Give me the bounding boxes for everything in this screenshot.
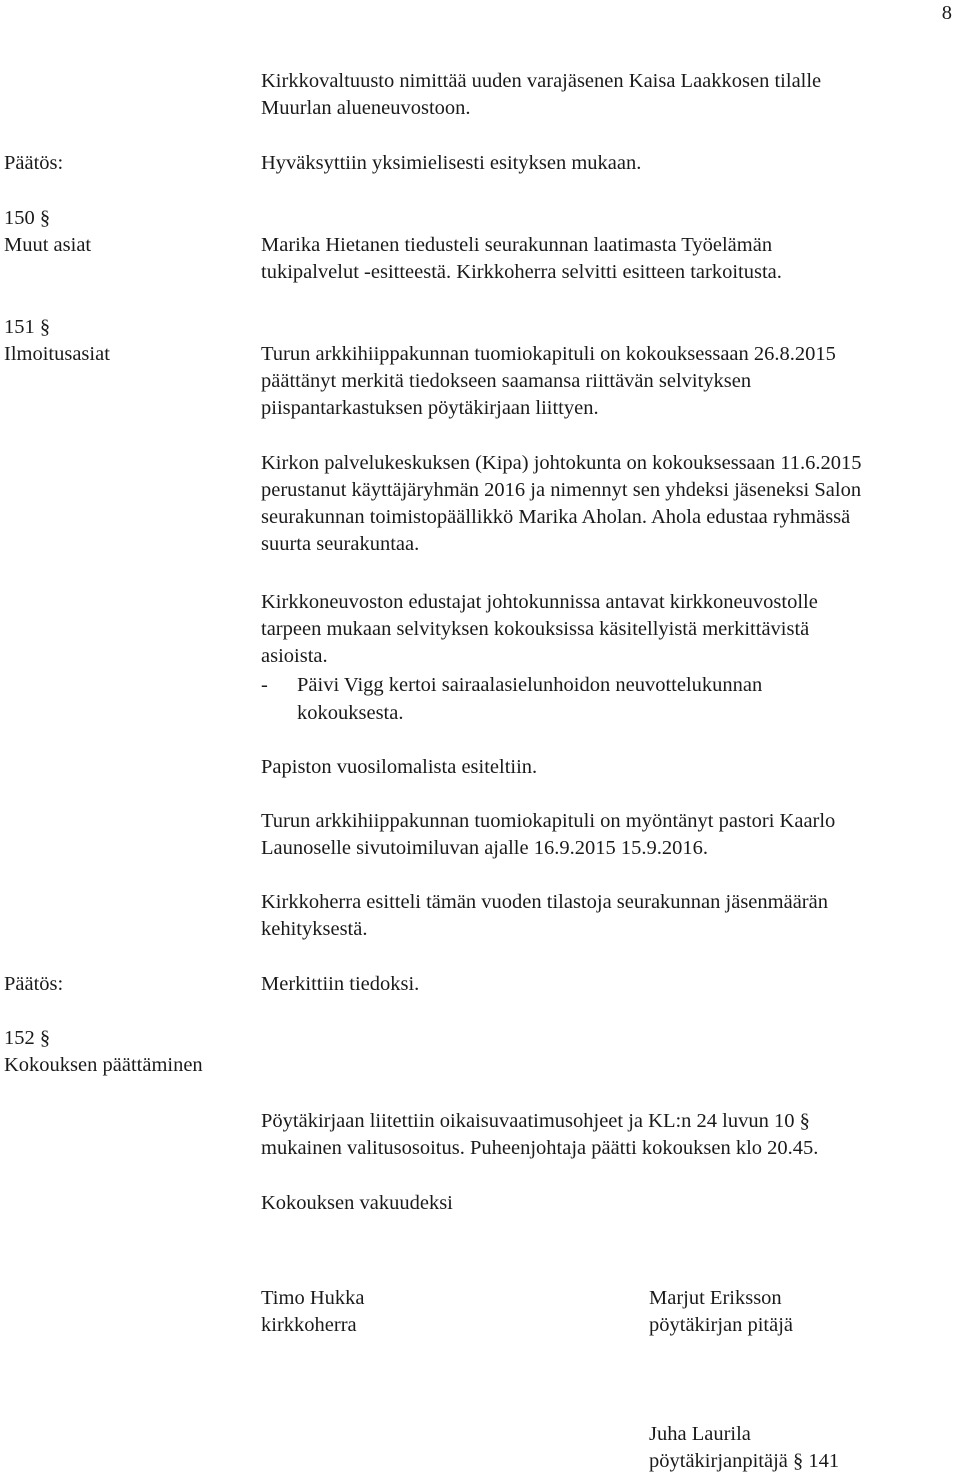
section-title-150: Muut asiat xyxy=(4,234,92,256)
signatory-name: Juha Laurila xyxy=(649,1423,751,1445)
signatory-name: Timo Hukka xyxy=(261,1287,365,1309)
section-152-line-1: Pöytäkirjaan liitettiin oikaisuvaatimusohjeet ja KL:n 24 luvun 10 § xyxy=(261,1110,810,1132)
bullet-dash: - xyxy=(261,674,268,696)
section-number-151: 151 § xyxy=(4,316,51,338)
decision-text: Hyväksyttiin yksimielisesti esityksen mukaan. xyxy=(261,152,642,174)
section-number-150: 150 § xyxy=(4,207,51,229)
section-150-line-1: Marika Hietanen tiedusteli seurakunnan laatimasta Työelämän xyxy=(261,234,773,256)
paragraph-line: Launoselle sivutoimiluvan ajalle 16.9.2015 15.9.2016. xyxy=(261,837,708,859)
paragraph-line: Papiston vuosilomalista esiteltiin. xyxy=(261,756,538,778)
bullet-continuation: kokouksesta. xyxy=(297,702,404,724)
paragraph-line: piispantarkastuksen pöytäkirjaan liittyen. xyxy=(261,397,599,419)
page-number: 8 xyxy=(941,2,952,24)
decision-text: Merkittiin tiedoksi. xyxy=(261,973,420,995)
bullet-text: Päivi Vigg kertoi sairaalasielunhoidon neuvottelukunnan xyxy=(297,674,763,696)
closing-text: Kokouksen vakuudeksi xyxy=(261,1192,453,1214)
paragraph-line: suurta seurakuntaa. xyxy=(261,533,420,555)
intro-line-1: Kirkkovaltuusto nimittää uuden varajäsenen Kaisa Laakkosen tilalle xyxy=(261,70,822,92)
signatory-role: pöytäkirjan pitäjä xyxy=(649,1314,794,1336)
section-150-line-2: tukipalvelut -esitteestä. Kirkkoherra selvitti esitteen tarkoitusta. xyxy=(261,261,782,283)
section-152-line-2: mukainen valitusosoitus. Puheenjohtaja päätti kokouksen klo 20.45. xyxy=(261,1137,819,1159)
section-title-151: Ilmoitusasiat xyxy=(4,343,110,365)
intro-line-2: Muurlan alueneuvostoon. xyxy=(261,97,471,119)
paragraph-line: Turun arkkihiippakunnan tuomiokapituli on kokouksessaan 26.8.2015 xyxy=(261,343,836,365)
paragraph-line: tarpeen mukaan selvityksen kokouksissa käsitellyistä merkittävistä xyxy=(261,618,810,640)
decision-label: Päätös: xyxy=(4,973,64,995)
paragraph-line: Kirkkoneuvoston edustajat johtokunnissa antavat kirkkoneuvostolle xyxy=(261,591,818,613)
paragraph-line: Kirkon palvelukeskuksen (Kipa) johtokunta on kokouksessaan 11.6.2015 xyxy=(261,452,862,474)
section-title-152: Kokouksen päättäminen xyxy=(4,1054,203,1076)
paragraph-line: seurakunnan toimistopäällikkö Marika Aholan. Ahola edustaa ryhmässä xyxy=(261,506,851,528)
paragraph-line: asioista. xyxy=(261,645,328,667)
signatory-role: kirkkoherra xyxy=(261,1314,357,1336)
paragraph-line: kehityksestä. xyxy=(261,918,368,940)
section-number-152: 152 § xyxy=(4,1027,51,1049)
paragraph-line: Kirkkoherra esitteli tämän vuoden tilastoja seurakunnan jäsenmäärän xyxy=(261,891,828,913)
paragraph-line: perustanut käyttäjäryhmän 2016 ja nimennyt sen yhdeksi jäseneksi Salon xyxy=(261,479,862,501)
signatory-role: pöytäkirjanpitäjä § 141 xyxy=(649,1450,840,1472)
decision-label: Päätös: xyxy=(4,152,64,174)
paragraph-line: Turun arkkihiippakunnan tuomiokapituli on myöntänyt pastori Kaarlo xyxy=(261,810,836,832)
bullet-item xyxy=(261,672,762,699)
signatory-name: Marjut Eriksson xyxy=(649,1287,782,1309)
paragraph-line: päättänyt merkitä tiedokseen saamansa riittävän selvityksen xyxy=(261,370,752,392)
